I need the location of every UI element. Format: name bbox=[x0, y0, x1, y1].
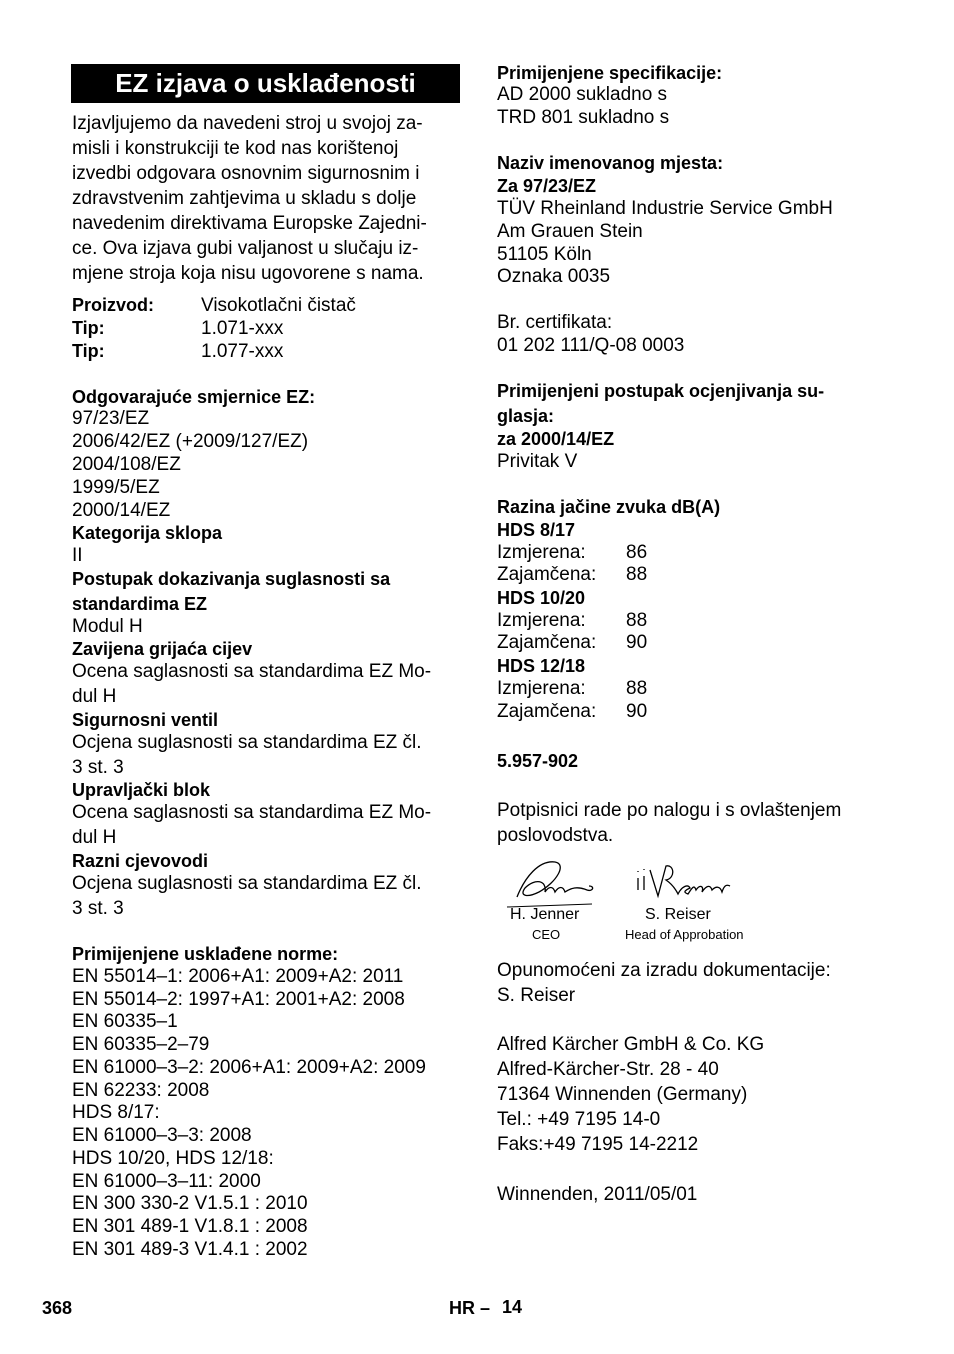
norm-item: EN 62233: 2008 bbox=[72, 1080, 210, 1101]
measured-label: Izmjerena: bbox=[497, 610, 586, 631]
measured-label: Izmjerena: bbox=[497, 678, 586, 699]
intro-line: ce. Ova izjava gubi valjanost u slučaju iz- bbox=[72, 238, 419, 259]
norm-item: HDS 8/17: bbox=[72, 1102, 160, 1123]
measured-label: Izmjerena: bbox=[497, 542, 586, 563]
type-row bbox=[72, 317, 283, 341]
product-label: Proizvod: bbox=[72, 295, 155, 315]
notified-body-street: Am Grauen Stein bbox=[497, 221, 643, 242]
product-value: Visokotlačni čistač bbox=[201, 295, 356, 316]
directive-item: 2006/42/EZ (+2009/127/EZ) bbox=[72, 431, 309, 452]
measured-value: 88 bbox=[626, 610, 648, 631]
guaranteed-value: 90 bbox=[626, 701, 648, 722]
authorized-name: S. Reiser bbox=[497, 985, 576, 1006]
intro-line: mjene stroja koja nisu ugovorene s nama. bbox=[72, 263, 424, 284]
directive-item: 97/23/EZ bbox=[72, 408, 150, 429]
company-name: Alfred Kärcher GmbH & Co. KG bbox=[497, 1034, 765, 1055]
sound-heading: Razina jačine zvuka dB(A) bbox=[497, 497, 721, 517]
guaranteed-value: 88 bbox=[626, 564, 648, 585]
guaranteed-label: Zajamčena: bbox=[497, 564, 597, 585]
sound-measured-row bbox=[497, 678, 647, 701]
conformity-for: za 2000/14/EZ bbox=[497, 429, 615, 449]
sound-model-name: HDS 12/18 bbox=[497, 656, 586, 676]
control-block-value: dul H bbox=[72, 827, 117, 848]
notified-body-mark: Oznaka 0035 bbox=[497, 266, 611, 287]
sound-guaranteed-row bbox=[497, 632, 647, 655]
guaranteed-value: 90 bbox=[626, 632, 648, 653]
assembly-category-heading: Kategorija sklopa bbox=[72, 523, 223, 543]
control-block-value: Ocena saglasnosti sa standardima EZ Mo- bbox=[72, 802, 432, 823]
signature-jenner bbox=[497, 852, 607, 912]
spec-item: AD 2000 sukladno s bbox=[497, 84, 668, 105]
norm-item: EN 55014–1: 2006+A1: 2009+A2: 2011 bbox=[72, 966, 404, 987]
product-row bbox=[72, 294, 356, 318]
page-title: EZ izjava o usklađenosti bbox=[71, 64, 460, 103]
norm-item: EN 301 489-3 V1.4.1 : 2002 bbox=[72, 1239, 308, 1260]
coil-value: dul H bbox=[72, 686, 117, 707]
norm-item: EN 61000–3–3: 2008 bbox=[72, 1125, 252, 1146]
intro-line: izvedbi odgovara osnovnim sigurnosnim i bbox=[72, 163, 420, 184]
authorized-label: Opunomoćeni za izradu dokumentacije: bbox=[497, 960, 831, 981]
directives-heading: Odgovarajuće smjernice EZ: bbox=[72, 387, 316, 407]
type-value: 1.071-xxx bbox=[201, 318, 284, 339]
directive-item: 1999/5/EZ bbox=[72, 477, 160, 498]
norm-item: EN 60335–2–79 bbox=[72, 1034, 210, 1055]
footer-language-page: 14 bbox=[502, 1297, 523, 1317]
notified-body-city: 51105 Köln bbox=[497, 244, 592, 265]
signer-role: CEO bbox=[532, 927, 561, 942]
conformity-heading: Primijenjeni postupak ocjenjivanja su- bbox=[497, 381, 825, 401]
sound-guaranteed-row bbox=[497, 701, 647, 724]
type-value: 1.077-xxx bbox=[201, 341, 284, 362]
notified-body-name: TÜV Rheinland Industrie Service GmbH bbox=[497, 198, 833, 219]
sound-measured-row bbox=[497, 610, 647, 633]
valve-value: Ocjena suglasnosti sa standardima EZ čl. bbox=[72, 732, 422, 753]
signatories-text: Potpisnici rade po nalogu i s ovlaštenjem bbox=[497, 800, 842, 821]
guaranteed-label: Zajamčena: bbox=[497, 701, 597, 722]
norm-item: EN 61000–3–2: 2006+A1: 2009+A2: 2009 bbox=[72, 1057, 426, 1078]
page-number: 368 bbox=[42, 1298, 73, 1318]
signatories-text: poslovodstva. bbox=[497, 825, 614, 846]
certificate-label: Br. certifikata: bbox=[497, 312, 613, 333]
company-city: 71364 Winnenden (Germany) bbox=[497, 1084, 748, 1105]
signer-name: H. Jenner bbox=[510, 906, 580, 923]
type-row bbox=[72, 340, 283, 364]
spec-item: TRD 801 sukladno s bbox=[497, 107, 670, 128]
pipes-heading: Razni cjevovodi bbox=[72, 851, 209, 871]
signer-name: S. Reiser bbox=[645, 906, 711, 923]
document-number: 5.957-902 bbox=[497, 751, 579, 771]
conformity-heading: glasja: bbox=[497, 406, 555, 426]
measured-value: 86 bbox=[626, 542, 648, 563]
sound-guaranteed-row bbox=[497, 564, 647, 587]
type-label: Tip: bbox=[72, 318, 105, 338]
company-phone: Tel.: +49 7195 14-0 bbox=[497, 1109, 661, 1130]
type-label: Tip: bbox=[72, 341, 105, 361]
certificate-number: 01 202 111/Q-08 0003 bbox=[497, 335, 685, 356]
footer-language: HR – bbox=[449, 1298, 491, 1318]
directive-item: 2004/108/EZ bbox=[72, 454, 181, 475]
valve-heading: Sigurnosni ventil bbox=[72, 710, 219, 730]
sound-measured-row bbox=[497, 542, 647, 565]
intro-line: navedenim direktivama Europske Zajedni- bbox=[72, 213, 427, 234]
procedure-value: Modul H bbox=[72, 616, 143, 637]
company-fax: Faks:+49 7195 14-2212 bbox=[497, 1134, 699, 1155]
norm-item: EN 61000–3–11: 2000 bbox=[72, 1171, 261, 1192]
signer-role: Head of Approbation bbox=[625, 927, 744, 942]
norms-heading: Primijenjene usklađene norme: bbox=[72, 944, 339, 964]
norm-item: EN 60335–1 bbox=[72, 1011, 178, 1032]
measured-value: 88 bbox=[626, 678, 648, 699]
intro-paragraph bbox=[72, 111, 464, 286]
directive-item: 2000/14/EZ bbox=[72, 500, 171, 521]
norm-item: EN 55014–2: 1997+A1: 2001+A2: 2008 bbox=[72, 989, 405, 1010]
coil-value: Ocena saglasnosti sa standardima EZ Mo- bbox=[72, 661, 432, 682]
place-date: Winnenden, 2011/05/01 bbox=[497, 1184, 698, 1205]
pipes-value: 3 st. 3 bbox=[72, 898, 124, 919]
pipes-value: Ocjena suglasnosti sa standardima EZ čl. bbox=[72, 873, 422, 894]
conformity-value: Privitak V bbox=[497, 451, 578, 472]
guaranteed-label: Zajamčena: bbox=[497, 632, 597, 653]
norm-item: HDS 10/20, HDS 12/18: bbox=[72, 1148, 274, 1169]
assembly-category-value: II bbox=[72, 545, 83, 566]
specs-heading: Primijenjene specifikacije: bbox=[497, 63, 723, 83]
signature-reiser bbox=[632, 860, 732, 904]
intro-line: misli i konstrukciji te kod nas korištenoj bbox=[72, 138, 399, 159]
sound-model-name: HDS 10/20 bbox=[497, 588, 586, 608]
control-block-heading: Upravljački blok bbox=[72, 780, 211, 800]
valve-value: 3 st. 3 bbox=[72, 757, 124, 778]
norm-item: EN 300 330-2 V1.5.1 : 2010 bbox=[72, 1193, 308, 1214]
norm-item: EN 301 489-1 V1.8.1 : 2008 bbox=[72, 1216, 308, 1237]
coil-heading: Zavijena grijaća cijev bbox=[72, 639, 253, 659]
intro-line: zdravstvenim zahtjevima u skladu s dolje bbox=[72, 188, 417, 209]
notified-body-for: Za 97/23/EZ bbox=[497, 176, 597, 196]
procedure-heading: standardima EZ bbox=[72, 594, 208, 614]
procedure-heading: Postupak dokazivanja suglasnosti sa bbox=[72, 569, 391, 589]
intro-line: Izjavljujemo da navedeni stroj u svojoj za- bbox=[72, 113, 423, 134]
sound-model-name: HDS 8/17 bbox=[497, 520, 576, 540]
company-street: Alfred-Kärcher-Str. 28 - 40 bbox=[497, 1059, 719, 1080]
notified-body-heading: Naziv imenovanog mjesta: bbox=[497, 153, 724, 173]
